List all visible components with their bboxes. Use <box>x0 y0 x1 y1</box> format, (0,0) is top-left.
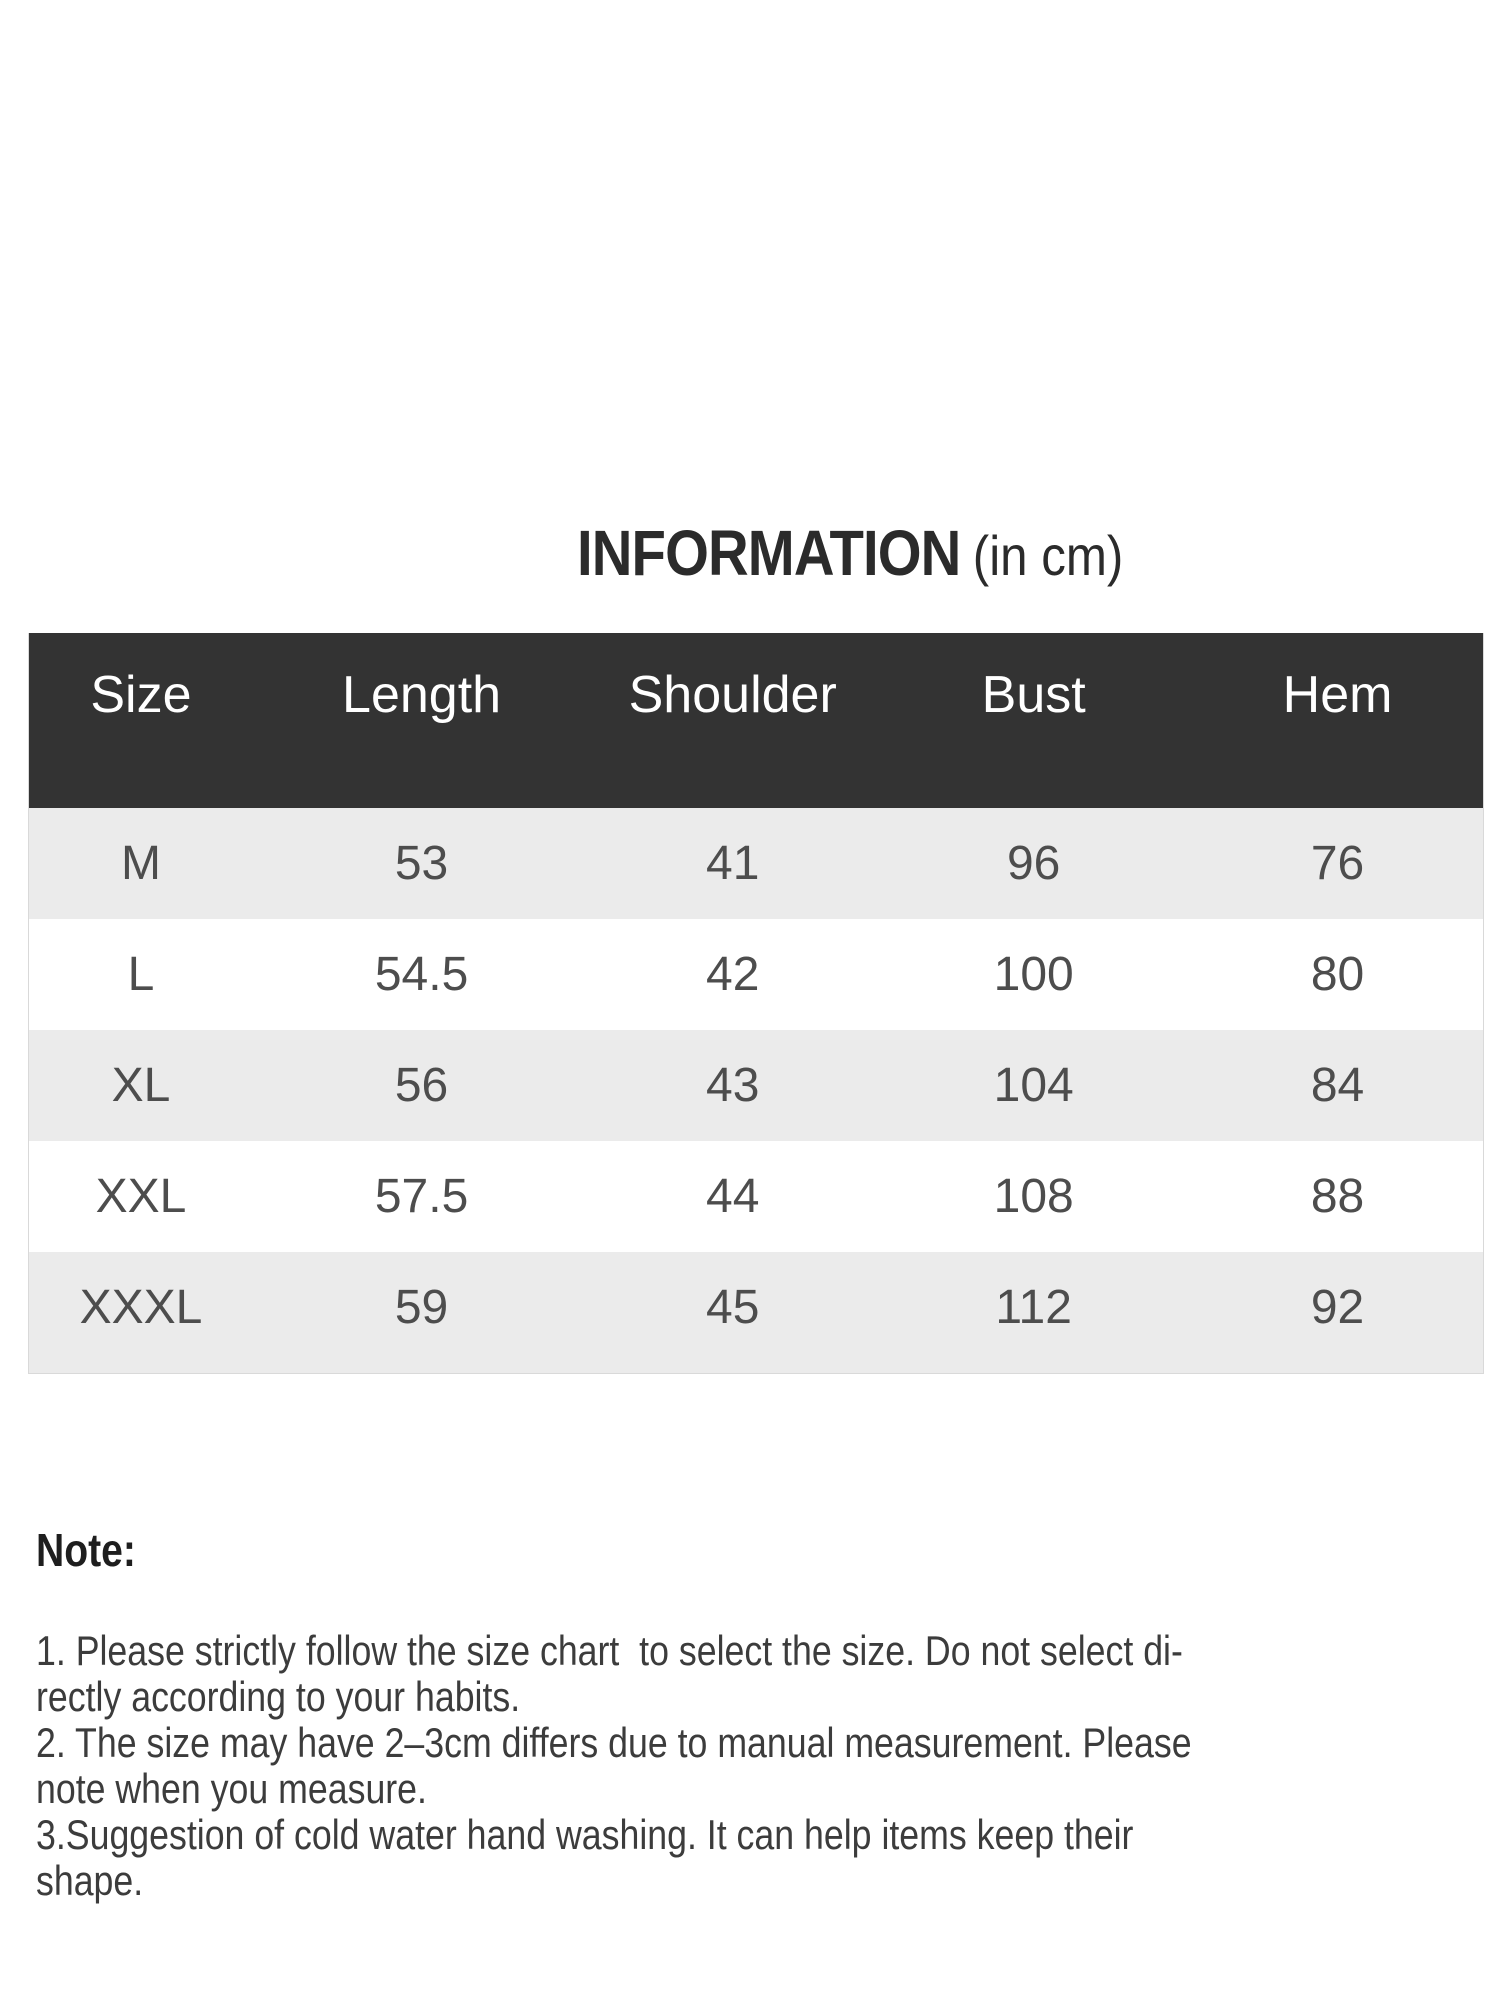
cell-length: 57.5 <box>374 1170 469 1223</box>
note-line-4: note when you measure. <box>36 1765 427 1812</box>
note-line-6: shape. <box>36 1857 144 1904</box>
cell-hem: 80 <box>1310 948 1365 1001</box>
table-partial-row <box>29 1363 1483 1373</box>
information-title-unit: (in cm) <box>972 524 1124 587</box>
header-hem: Hem <box>1282 666 1393 724</box>
note-line-5: 3.Suggestion of cold water hand washing. It can help items keep their <box>36 1811 1134 1858</box>
notes-section <box>36 1522 1192 1904</box>
note-line-3: 2. The size may have 2–3cm differs due to manual measurement. Please <box>36 1719 1192 1766</box>
table-row-m <box>29 808 1483 919</box>
cell-shoulder: 43 <box>706 1059 760 1112</box>
cell-length: 54.5 <box>374 948 469 1001</box>
cell-bust: 100 <box>993 948 1074 1001</box>
cell-hem: 88 <box>1310 1170 1365 1223</box>
table-row-xxl <box>29 1141 1483 1252</box>
cell-hem: 84 <box>1310 1059 1365 1112</box>
cell-size: XXXL <box>79 1281 203 1334</box>
cell-size: XL <box>111 1059 171 1112</box>
header-shoulder: Shoulder <box>628 666 837 724</box>
note-heading: Note: <box>36 1524 136 1576</box>
cell-bust: 104 <box>993 1059 1074 1112</box>
header-size: Size <box>90 666 192 724</box>
cell-size: M <box>120 837 161 890</box>
cell-bust: 96 <box>1006 837 1061 890</box>
cell-shoulder: 42 <box>706 948 760 1001</box>
cell-length: 59 <box>394 1281 449 1334</box>
cell-shoulder: 41 <box>706 837 760 890</box>
cell-bust: 112 <box>995 1281 1072 1334</box>
table-header-row <box>29 633 1483 808</box>
cell-size: XXL <box>95 1170 187 1223</box>
table-row-xxxl <box>29 1252 1483 1363</box>
information-title <box>577 517 1124 589</box>
size-chart-table <box>28 633 1484 1374</box>
cell-shoulder: 44 <box>706 1170 760 1223</box>
cell-length: 56 <box>394 1059 449 1112</box>
note-line-2: rectly according to your habits. <box>36 1673 521 1720</box>
note-line-1: 1. Please strictly follow the size chart to select the size. Do not select di- <box>36 1627 1183 1674</box>
cell-hem: 92 <box>1310 1281 1365 1334</box>
cell-shoulder: 45 <box>706 1281 760 1334</box>
header-bust: Bust <box>981 666 1086 724</box>
information-title-text: INFORMATION <box>577 517 961 589</box>
cell-length: 53 <box>394 837 449 890</box>
header-length: Length <box>342 666 502 724</box>
table-row-xl <box>29 1030 1483 1141</box>
cell-hem: 76 <box>1310 837 1365 890</box>
cell-bust: 108 <box>993 1170 1074 1223</box>
cell-size: L <box>127 948 155 1001</box>
table-row-l <box>29 919 1483 1030</box>
